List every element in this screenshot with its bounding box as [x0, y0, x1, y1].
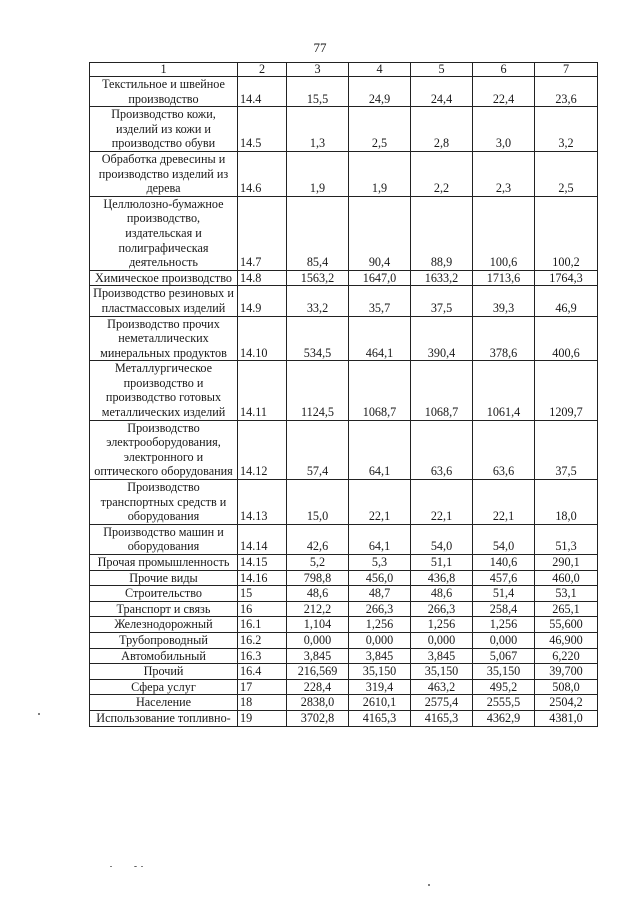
row-name-cell: Прочая промышленность	[90, 555, 238, 571]
value-cell: 266,3	[411, 601, 473, 617]
value-cell: 0,000	[473, 632, 535, 648]
value-cell: 216,569	[287, 664, 349, 680]
value-cell: 54,0	[473, 524, 535, 554]
value-cell: 22,1	[349, 480, 411, 525]
value-cell: 35,150	[349, 664, 411, 680]
value-cell: 319,4	[349, 679, 411, 695]
value-cell: 39,700	[535, 664, 598, 680]
value-cell: 1,9	[349, 151, 411, 196]
value-cell: 100,2	[535, 196, 598, 270]
row-name-cell: Строительство	[90, 586, 238, 602]
value-cell: 534,5	[287, 316, 349, 361]
value-cell: 63,6	[411, 420, 473, 479]
value-cell: 1647,0	[349, 270, 411, 286]
table-row	[90, 270, 598, 286]
value-cell: 1,3	[287, 107, 349, 152]
value-cell: 48,6	[411, 586, 473, 602]
value-cell: 1,9	[287, 151, 349, 196]
table-row	[90, 632, 598, 648]
value-cell: 4362,9	[473, 710, 535, 726]
value-cell: 508,0	[535, 679, 598, 695]
value-cell: 64,1	[349, 524, 411, 554]
value-cell: 2504,2	[535, 695, 598, 711]
value-cell: 48,6	[287, 586, 349, 602]
value-cell: 2610,1	[349, 695, 411, 711]
row-name-cell: Прочие виды	[90, 570, 238, 586]
row-name-cell: Железнодорожный	[90, 617, 238, 633]
value-cell: 463,2	[411, 679, 473, 695]
value-cell: 5,067	[473, 648, 535, 664]
value-cell: 1061,4	[473, 361, 535, 420]
scan-speck	[38, 713, 40, 715]
value-cell: 63,6	[473, 420, 535, 479]
value-cell: 64,1	[349, 420, 411, 479]
value-cell: 3,2	[535, 107, 598, 152]
table-row	[90, 710, 598, 726]
row-code-cell: 14.8	[238, 270, 287, 286]
row-name-cell: Производство резиновых и пластмассовых изделий	[90, 286, 238, 316]
value-cell: 51,4	[473, 586, 535, 602]
value-cell: 57,4	[287, 420, 349, 479]
scan-speck	[110, 866, 112, 867]
value-cell: 2,8	[411, 107, 473, 152]
value-cell: 1068,7	[411, 361, 473, 420]
row-name-cell: Прочий	[90, 664, 238, 680]
value-cell: 1713,6	[473, 270, 535, 286]
table-row	[90, 617, 598, 633]
value-cell: 23,6	[535, 77, 598, 107]
table-row	[90, 695, 598, 711]
value-cell: 4381,0	[535, 710, 598, 726]
value-cell: 456,0	[349, 570, 411, 586]
value-cell: 4165,3	[349, 710, 411, 726]
row-name-cell: Сфера услуг	[90, 679, 238, 695]
header-row	[90, 63, 598, 77]
row-code-cell: 14.7	[238, 196, 287, 270]
value-cell: 228,4	[287, 679, 349, 695]
row-code-cell: 16.4	[238, 664, 287, 680]
data-table	[89, 62, 598, 727]
value-cell: 15,0	[287, 480, 349, 525]
value-cell: 4165,3	[411, 710, 473, 726]
value-cell: 6,220	[535, 648, 598, 664]
value-cell: 3,845	[411, 648, 473, 664]
value-cell: 3,845	[349, 648, 411, 664]
value-cell: 54,0	[411, 524, 473, 554]
row-name-cell: Производство кожи, изделий из кожи и производство обуви	[90, 107, 238, 152]
row-code-cell: 16	[238, 601, 287, 617]
value-cell: 88,9	[411, 196, 473, 270]
value-cell: 495,2	[473, 679, 535, 695]
value-cell: 5,2	[287, 555, 349, 571]
row-name-cell: Производство прочих неметаллических минеральных продуктов	[90, 316, 238, 361]
row-code-cell: 19	[238, 710, 287, 726]
value-cell: 460,0	[535, 570, 598, 586]
value-cell: 3,845	[287, 648, 349, 664]
column-header: 6	[473, 63, 535, 77]
row-name-cell: Использование топливно-	[90, 710, 238, 726]
row-code-cell: 14.13	[238, 480, 287, 525]
column-header: 1	[90, 63, 238, 77]
value-cell: 378,6	[473, 316, 535, 361]
table-row	[90, 601, 598, 617]
row-code-cell: 14.9	[238, 286, 287, 316]
value-cell: 24,9	[349, 77, 411, 107]
table-row	[90, 316, 598, 361]
row-name-cell: Производство машин и оборудования	[90, 524, 238, 554]
value-cell: 15,5	[287, 77, 349, 107]
value-cell: 1764,3	[535, 270, 598, 286]
scan-speck	[141, 866, 143, 867]
value-cell: 0,000	[287, 632, 349, 648]
table-row	[90, 570, 598, 586]
row-code-cell: 15	[238, 586, 287, 602]
column-header: 3	[287, 63, 349, 77]
row-name-cell: Производство электрооборудования, электронного и оптического оборудования	[90, 420, 238, 479]
row-name-cell: Металлургическое производство и производство готовых металлических изделий	[90, 361, 238, 420]
table-row	[90, 286, 598, 316]
row-code-cell: 14.12	[238, 420, 287, 479]
value-cell: 436,8	[411, 570, 473, 586]
value-cell: 2,5	[535, 151, 598, 196]
row-name-cell: Обработка древесины и производство изделий из дерева	[90, 151, 238, 196]
page-number: 77	[313, 40, 327, 55]
value-cell: 390,4	[411, 316, 473, 361]
value-cell: 37,5	[411, 286, 473, 316]
value-cell: 51,3	[535, 524, 598, 554]
row-name-cell: Химическое производство	[90, 270, 238, 286]
value-cell: 1633,2	[411, 270, 473, 286]
row-code-cell: 14.11	[238, 361, 287, 420]
value-cell: 1,256	[349, 617, 411, 633]
value-cell: 798,8	[287, 570, 349, 586]
table-row	[90, 664, 598, 680]
value-cell: 35,150	[473, 664, 535, 680]
value-cell: 22,1	[411, 480, 473, 525]
table-row	[90, 107, 598, 152]
value-cell: 265,1	[535, 601, 598, 617]
value-cell: 3702,8	[287, 710, 349, 726]
value-cell: 2,3	[473, 151, 535, 196]
value-cell: 100,6	[473, 196, 535, 270]
table-row	[90, 77, 598, 107]
value-cell: 1,104	[287, 617, 349, 633]
row-name-cell: Автомобильный	[90, 648, 238, 664]
table-row	[90, 196, 598, 270]
value-cell: 2838,0	[287, 695, 349, 711]
value-cell: 35,7	[349, 286, 411, 316]
row-code-cell: 14.6	[238, 151, 287, 196]
column-header: 7	[535, 63, 598, 77]
value-cell: 3,0	[473, 107, 535, 152]
value-cell: 35,150	[411, 664, 473, 680]
row-name-cell: Трубопроводный	[90, 632, 238, 648]
value-cell: 1563,2	[287, 270, 349, 286]
row-code-cell: 16.3	[238, 648, 287, 664]
value-cell: 90,4	[349, 196, 411, 270]
table-row	[90, 151, 598, 196]
table-row	[90, 524, 598, 554]
value-cell: 42,6	[287, 524, 349, 554]
column-header: 4	[349, 63, 411, 77]
row-code-cell: 16.1	[238, 617, 287, 633]
scan-speck	[428, 884, 430, 886]
row-name-cell: Целлюлозно-бумажное производство, издательская и полиграфическая деятельность	[90, 196, 238, 270]
row-code-cell: 14.14	[238, 524, 287, 554]
value-cell: 140,6	[473, 555, 535, 571]
value-cell: 22,4	[473, 77, 535, 107]
table-row	[90, 648, 598, 664]
value-cell: 48,7	[349, 586, 411, 602]
row-code-cell: 17	[238, 679, 287, 695]
scan-speck	[134, 866, 137, 867]
value-cell: 46,9	[535, 286, 598, 316]
value-cell: 37,5	[535, 420, 598, 479]
value-cell: 22,1	[473, 480, 535, 525]
row-name-cell: Текстильное и швейное производство	[90, 77, 238, 107]
table-row	[90, 555, 598, 571]
value-cell: 2,5	[349, 107, 411, 152]
table-row	[90, 420, 598, 479]
column-header: 5	[411, 63, 473, 77]
value-cell: 85,4	[287, 196, 349, 270]
value-cell: 55,600	[535, 617, 598, 633]
value-cell: 1,256	[473, 617, 535, 633]
value-cell: 1209,7	[535, 361, 598, 420]
value-cell: 2575,4	[411, 695, 473, 711]
value-cell: 1068,7	[349, 361, 411, 420]
table-row	[90, 679, 598, 695]
row-name-cell: Транспорт и связь	[90, 601, 238, 617]
value-cell: 2555,5	[473, 695, 535, 711]
value-cell: 0,000	[349, 632, 411, 648]
value-cell: 24,4	[411, 77, 473, 107]
row-code-cell: 14.10	[238, 316, 287, 361]
value-cell: 2,2	[411, 151, 473, 196]
value-cell: 5,3	[349, 555, 411, 571]
row-code-cell: 18	[238, 695, 287, 711]
value-cell: 53,1	[535, 586, 598, 602]
value-cell: 18,0	[535, 480, 598, 525]
table-row	[90, 480, 598, 525]
row-code-cell: 14.4	[238, 77, 287, 107]
value-cell: 266,3	[349, 601, 411, 617]
value-cell: 46,900	[535, 632, 598, 648]
value-cell: 258,4	[473, 601, 535, 617]
value-cell: 464,1	[349, 316, 411, 361]
table-row	[90, 361, 598, 420]
row-code-cell: 14.5	[238, 107, 287, 152]
value-cell: 400,6	[535, 316, 598, 361]
value-cell: 39,3	[473, 286, 535, 316]
column-header: 2	[238, 63, 287, 77]
value-cell: 0,000	[411, 632, 473, 648]
table-row	[90, 586, 598, 602]
row-code-cell: 14.15	[238, 555, 287, 571]
row-code-cell: 16.2	[238, 632, 287, 648]
value-cell: 33,2	[287, 286, 349, 316]
value-cell: 51,1	[411, 555, 473, 571]
value-cell: 457,6	[473, 570, 535, 586]
row-name-cell: Производство транспортных средств и оборудования	[90, 480, 238, 525]
row-code-cell: 14.16	[238, 570, 287, 586]
value-cell: 1124,5	[287, 361, 349, 420]
value-cell: 290,1	[535, 555, 598, 571]
value-cell: 1,256	[411, 617, 473, 633]
row-name-cell: Население	[90, 695, 238, 711]
value-cell: 212,2	[287, 601, 349, 617]
